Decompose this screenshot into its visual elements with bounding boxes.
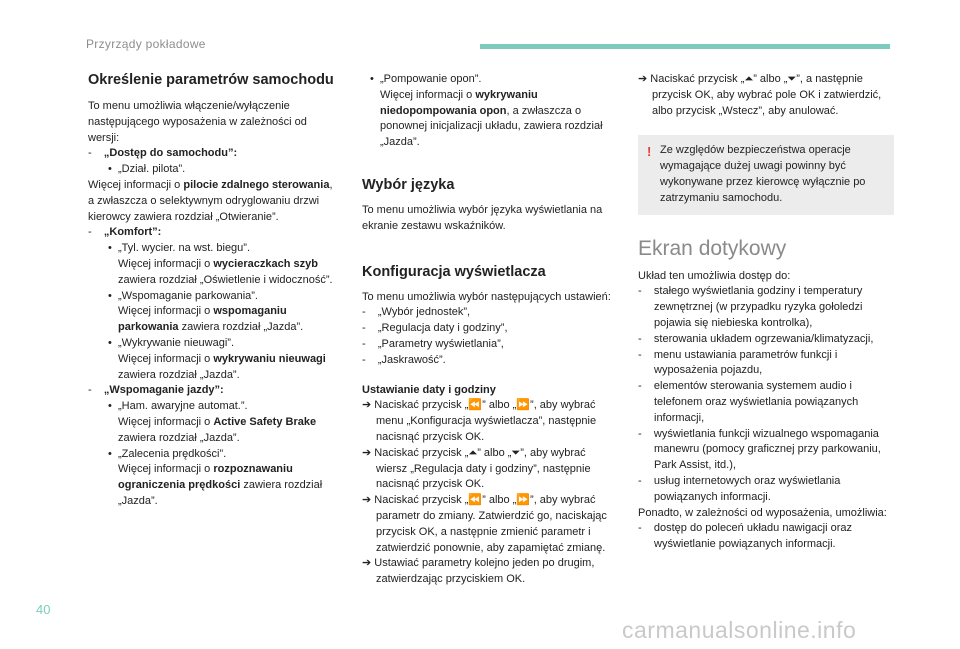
step-text: Naciskać przycisk „⏶” albo „⏷”, a następnie przycisk OK, aby wybrać pole OK i zatwierdzić, albo przycisk „Wstecz”, aby anulować.: [650, 73, 882, 117]
step-text: Naciskać przycisk „⏪” albo „⏩”, aby wybrać menu „Konfiguracja wyświetlacza”, następnie nacisnąć przycisk OK.: [374, 399, 597, 443]
list-item: - menu ustawiania parametrów funkcji i wyposażenia pojazdu,: [638, 348, 838, 377]
bold-span: wycieraczkach szyb: [213, 257, 318, 270]
driving-label: „Wspomaganie jazdy”:: [103, 384, 224, 397]
list-item: - wyświetlania funkcji wizualnego wspomagania manewru (pomocy graficznej przy parkowaniu, Park Assist, itd.),: [638, 427, 881, 472]
text-span: , a zwłaszcza o ponownej inicjalizacji układu, zawiera rozdział „Jazda”.: [380, 104, 603, 149]
list-text: „Wybór jednostek”,: [377, 306, 471, 319]
text-span: zawiera rozdział „Jazda”.: [178, 321, 304, 334]
step-item: [362, 556, 618, 588]
list-text: „Jaskrawość”.: [377, 353, 446, 366]
comfort-label: „Komfort”:: [103, 226, 162, 239]
intro-text: To menu umożliwia włączenie/wyłączenie następującego wyposażenia w zależności od wersji:: [88, 100, 307, 144]
list-item-driving: - „Wspomaganie jazdy”:: [88, 384, 224, 397]
text-span: , a zwłaszcza o selektywnym odryglowaniu drzwi kierowcy zawiera rozdział „Otwieranie”.: [88, 178, 333, 223]
bold-span: wykrywaniu niedopompowania opon: [380, 88, 538, 117]
step-item: [362, 446, 618, 493]
bold-span: wspomaganiu parkowania: [118, 305, 287, 334]
config-intro: To menu umożliwia wybór następujących ustawień:: [362, 290, 611, 303]
header-accent-bar: [480, 44, 890, 49]
date-time-title: [362, 383, 618, 399]
column-3: [638, 72, 894, 553]
bullet-more: [88, 415, 340, 447]
bullet-text: „Wykrywanie nieuwagi”.: [117, 336, 235, 349]
section-title-vehicle-params: Określenie parametrów samochodu: [88, 72, 334, 88]
arrow-icon: ➔: [362, 494, 372, 507]
step-item: [362, 493, 618, 556]
list-item: - usług internetowych oraz wyświetlania powiązanych informacji.: [638, 474, 841, 503]
list-text: „Regulacja daty i godziny”,: [377, 322, 508, 335]
bullet-item: • „Wykrywanie nieuwagi”.: [108, 336, 235, 349]
text-span: Więcej informacji o: [118, 463, 214, 476]
text-span: Więcej informacji o: [118, 415, 214, 428]
bold-span: wykrywaniu nieuwagi: [213, 352, 326, 365]
step-item: [638, 72, 894, 119]
bold-span: Ustawianie daty i godziny: [362, 383, 496, 396]
access-more: [88, 178, 340, 225]
list-item-comfort: - „Komfort”:: [88, 226, 162, 239]
bullet-item: • „Dział. pilota”.: [108, 163, 186, 176]
bullet-item: • „Pompowanie opon”.: [370, 73, 482, 85]
arrow-icon: ➔: [362, 557, 372, 570]
list-text: dostęp do poleceń układu nawigacji oraz wyświetlanie powiązanych informacji.: [653, 522, 853, 551]
bullet-text: „Pompowanie opon”.: [379, 73, 482, 85]
list-item: - stałego wyświetlania godziny i temperatury zewnętrznej (w przypadku ryzyka gołoledzi pojawia się niebieska kontrolka),: [638, 285, 863, 329]
language-text: To menu umożliwia wybór języka wyświetlania na ekranie zestawu wskaźników.: [362, 203, 603, 232]
bullet-more: [88, 352, 340, 384]
text-span: Więcej informacji o: [118, 352, 214, 365]
text-span: Więcej informacji o: [88, 178, 184, 191]
arrow-icon: ➔: [638, 73, 648, 85]
bullet-item: • „Tyl. wycier. na wst. biegu”.: [108, 242, 251, 255]
bold-span: pilocie zdalnego sterowania: [183, 178, 330, 191]
list-item: - „Wybór jednostek”,: [362, 306, 471, 319]
step-text: Naciskać przycisk „⏶” albo „⏷”, aby wybrać wiersz „Regulacja daty i godziny”, następnie nacisnąć przycisk OK.: [374, 446, 591, 491]
text-span: zawiera rozdział „Jazda”.: [118, 479, 323, 507]
section-title-language: Wybór języka: [362, 176, 455, 193]
column-1: [88, 72, 340, 510]
bold-span: rozpoznawaniu ograniczenia prędkości: [118, 463, 293, 492]
warning-text: Ze względów bezpieczeństwa operacje wymagające dużej uwagi powinny być wykonywane przez kierowcę wyłącznie po zatrzymaniu samochodu.: [660, 144, 866, 204]
list-text: elementów sterowania systemem audio i telefonem oraz wyświetlania powiązanych informacji,: [653, 380, 859, 424]
list-item-access: - „Dostęp do samochodu”:: [88, 147, 238, 160]
list-item: - dostęp do poleceń układu nawigacji oraz wyświetlanie powiązanych informacji.: [638, 522, 853, 551]
bullet-more: [88, 257, 340, 289]
arrow-icon: ➔: [362, 399, 372, 412]
list-item: - elementów sterowania systemem audio i telefonem oraz wyświetlania powiązanych informacji,: [638, 380, 859, 424]
list-text: wyświetlania funkcji wizualnego wspomagania manewru (pomocy graficznej przy parkowaniu, Park Assist, itd.),: [653, 427, 881, 472]
list-text: sterowania układem ogrzewania/klimatyzacji,: [653, 332, 874, 345]
column-2: [362, 72, 618, 588]
watermark: carmanualsonline.info: [622, 617, 857, 643]
arrow-icon: ➔: [362, 446, 372, 459]
bullet-text: „Ham. awaryjne automat.”.: [117, 400, 248, 413]
page-number: 40: [36, 602, 51, 617]
text-span: Więcej informacji o: [118, 257, 214, 270]
touch-intro: Układ ten umożliwia dostęp do:: [638, 269, 791, 282]
list-text: usług internetowych oraz wyświetlania powiązanych informacji.: [653, 474, 841, 503]
text-span: Więcej informacji o: [118, 305, 214, 318]
bullet-text: „Tyl. wycier. na wst. biegu”.: [117, 242, 251, 255]
list-item: - „Parametry wyświetlania”,: [362, 337, 504, 350]
bullet-more: [88, 462, 340, 509]
step-item: [362, 398, 618, 445]
bullet-more: [362, 88, 618, 151]
warning-icon: !: [647, 144, 652, 160]
text-span: Więcej informacji o: [380, 88, 476, 101]
step-text: Ustawiać parametry kolejno jeden po drugim, zatwierdzając przyciskiem OK.: [374, 557, 595, 586]
header-title: Przyrządy pokładowe: [86, 37, 206, 51]
bullet-item: • „Zalecenia prędkości”.: [108, 447, 227, 460]
access-item: „Dział. pilota”.: [117, 163, 186, 176]
list-item: - „Jaskrawość”.: [362, 353, 446, 366]
bullet-text: „Zalecenia prędkości”.: [117, 447, 227, 460]
list-text: „Parametry wyświetlania”,: [377, 337, 504, 350]
bold-span: Active Safety Brake: [213, 415, 317, 428]
bullet-item: • „Ham. awaryjne automat.”.: [108, 400, 248, 413]
section-title-touchscreen: Ekran dotykowy: [638, 236, 787, 260]
list-item: - „Regulacja daty i godziny”,: [362, 322, 508, 335]
bullet-item: • „Wspomaganie parkowania”.: [108, 289, 258, 302]
access-label: „Dostęp do samochodu”:: [103, 147, 238, 160]
bullet-more: [88, 304, 340, 336]
list-item: - sterowania układem ogrzewania/klimatyzacji,: [638, 332, 874, 345]
warning-box: [638, 135, 894, 214]
text-span: zawiera rozdział „Jazda”.: [118, 368, 240, 381]
touch-more: Ponadto, w zależności od wyposażenia, umożliwia:: [638, 506, 887, 519]
step-text: Naciskać przycisk „⏪” albo „⏩”, aby wybrać parametr do zmiany. Zatwierdzić go, naciskając przycisk OK, a następnie zmienić parametr i zatwierdzić ponownie, aby zapamiętać zmianę.: [374, 494, 607, 554]
text-span: zawiera rozdział „Jazda”.: [118, 431, 240, 444]
bullet-text: „Wspomaganie parkowania”.: [117, 289, 258, 302]
list-text: menu ustawiania parametrów funkcji i wyposażenia pojazdu,: [653, 348, 838, 377]
section-title-display-config: Konfiguracja wyświetlacza: [362, 263, 546, 280]
text-span: zawiera rozdział „Oświetlenie i widoczność”.: [118, 273, 333, 286]
list-text: stałego wyświetlania godziny i temperatury zewnętrznej (w przypadku ryzyka gołoledzi pojawia się niebieska kontrolka),: [653, 285, 863, 329]
